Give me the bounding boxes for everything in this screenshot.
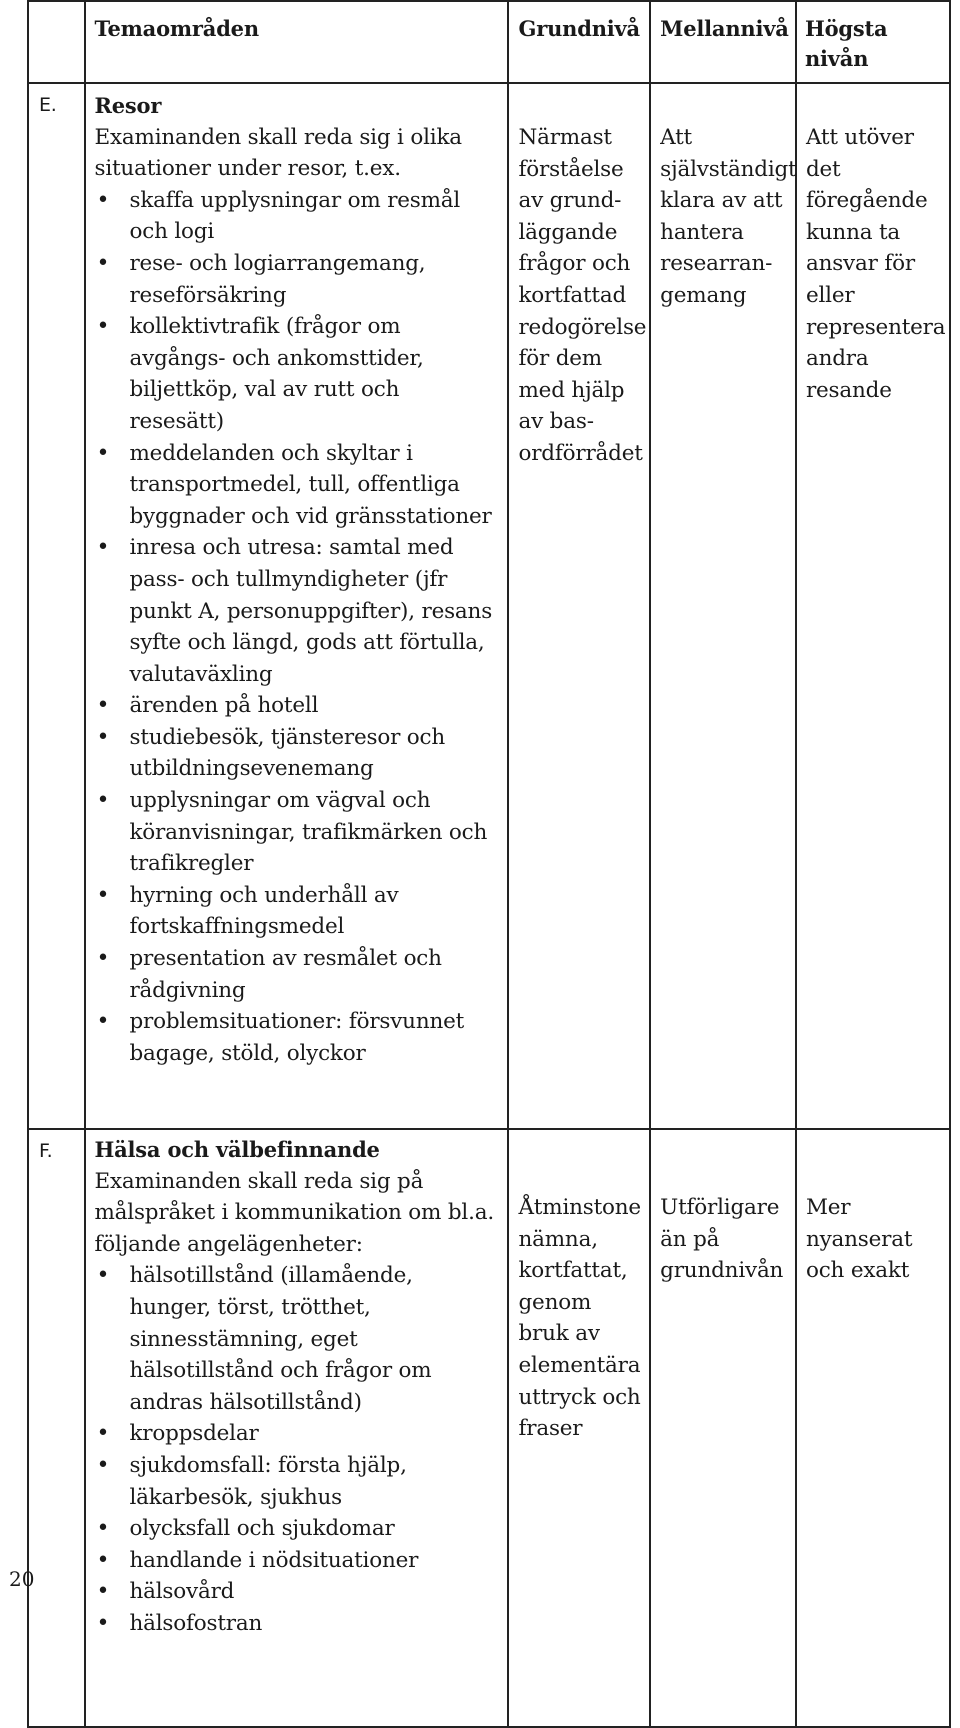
list-item: • hälsotillstånd (illamående, hunger, törst, trötthet, sinnesstämning, eget hälsotillstånd och frågor om andras hälsotillstånd) xyxy=(94,1260,497,1418)
mid-level-cell xyxy=(650,1129,796,1727)
list-item: • kroppsdelar xyxy=(94,1418,497,1450)
page-number: 20 xyxy=(9,1567,35,1591)
section-title: Hälsa och välbefinnande xyxy=(94,1137,380,1162)
list-item: • ärenden på hotell xyxy=(94,690,497,722)
mid-level-text: Utförligare än på grundnivån xyxy=(660,1195,784,1284)
list-item: • skaffa upplysningar om resmål och logi xyxy=(94,185,497,248)
list-item: • olycksfall och sjukdomar xyxy=(94,1513,497,1545)
list-item: • inresa och utresa: samtal med pass- och tullmyndigheter (jfr punkt A, personuppgifter), resans syfte och längd, gods att förtulla, valutaväxling xyxy=(94,532,497,690)
header-basic-level: Grundnivå xyxy=(508,1,650,83)
section-code: E. xyxy=(28,83,85,1129)
list-item: • sjukdomsfall: första hjälp, läkarbesök, sjukhus xyxy=(94,1450,497,1513)
high-level-cell xyxy=(796,1129,950,1727)
section-topic xyxy=(85,83,508,1129)
high-level-cell xyxy=(796,83,950,1129)
section-code: F. xyxy=(28,1129,85,1727)
list-item: • presentation av resmålet och rådgivning xyxy=(94,943,497,1006)
section-row-resor xyxy=(28,83,950,1129)
basic-level-text: Närmast förståelse av grund- läggande frågor och kortfattad redogörelse för dem med hjälp av bas- ordförrådet xyxy=(518,125,647,466)
topic-list xyxy=(94,185,497,1070)
list-item: • studiebesök, tjänsteresor och utbildningsevenemang xyxy=(94,722,497,785)
high-level-text: Att utöver det föregående kunna ta ansvar för eller representera andra resande xyxy=(805,125,946,403)
list-item: • problemsituationer: försvunnet bagage, stöld, olyckor xyxy=(94,1006,497,1069)
header-topic: Temaområden xyxy=(85,1,508,83)
list-item: • upplysningar om vägval och köranvisningar, trafikmärken och trafikregler xyxy=(94,785,497,880)
basic-level-cell xyxy=(508,83,650,1129)
high-level-text: Mer nyanserat och exakt xyxy=(805,1195,913,1284)
list-item: • rese- och logiarrangemang, reseförsäkring xyxy=(94,248,497,311)
section-intro: Examinanden skall reda sig i olika situationer under resor, t.ex. xyxy=(94,124,462,182)
list-item: • hälsovård xyxy=(94,1576,497,1608)
mid-level-cell xyxy=(650,83,796,1129)
list-item: • kollektivtrafik (frågor om avgångs- och ankomsttider, biljettköp, val av rutt och resesätt) xyxy=(94,311,497,437)
list-item: • hyrning och underhåll av fortskaffningsmedel xyxy=(94,880,497,943)
header-mid-level: Mellannivå xyxy=(650,1,796,83)
curriculum-table xyxy=(27,0,951,1728)
section-title: Resor xyxy=(94,93,162,118)
list-item: • hälsofostran xyxy=(94,1608,497,1640)
mid-level-text: Att självständigt klara av att hantera researran- gemang xyxy=(660,125,797,308)
section-intro: Examinanden skall reda sig på målspråket i kommunikation om bl.a. följande angelägenheter: xyxy=(94,1168,494,1257)
list-item: • meddelanden och skyltar i transportmedel, tull, offentliga byggnader och vid gränsstationer xyxy=(94,438,497,533)
header-high-level: Högsta nivån xyxy=(796,1,950,83)
basic-level-cell xyxy=(508,1129,650,1727)
list-item: • handlande i nödsituationer xyxy=(94,1545,497,1577)
section-topic xyxy=(85,1129,508,1727)
topic-list xyxy=(94,1260,497,1639)
section-row-halsa xyxy=(28,1129,950,1727)
basic-level-text: Åtminstone nämna, kortfattat, genom bruk av elementära uttryck och fraser xyxy=(518,1195,641,1442)
header-code xyxy=(28,1,85,83)
header-row xyxy=(28,1,950,83)
